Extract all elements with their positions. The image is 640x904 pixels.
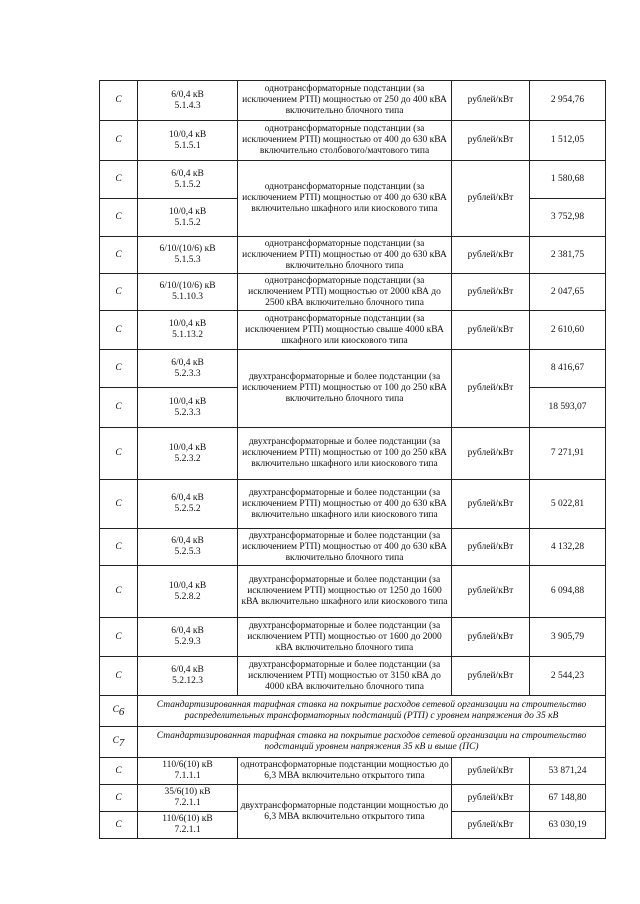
code: 7.2.1.1	[174, 825, 201, 835]
symbol-letter: C	[112, 704, 119, 715]
tariff-symbol-c7	[100, 727, 138, 758]
voltage: 10/0,4 кВ	[168, 442, 207, 453]
tariff-symbol: C	[100, 529, 138, 566]
tariff-table	[99, 80, 606, 839]
voltage-code-cell	[138, 274, 238, 311]
unit: рублей/кВт	[452, 785, 530, 812]
voltage: 6/10/(10/6) кВ	[159, 281, 216, 291]
code: 7.2.1.1	[174, 798, 201, 808]
section-caption: Стандартизированная тарифная ставка на покрытие расходов сетевой организации на строительство распределительных трансформаторных подстанций (РТП) с уровнем напряжения до 35 кВ	[138, 696, 606, 727]
rate-value: 2 381,75	[530, 237, 606, 274]
unit: рублей/кВт	[452, 758, 530, 785]
tariff-symbol: C	[100, 199, 138, 237]
voltage: 110/6(10) кВ	[162, 814, 213, 824]
unit: рублей/кВт	[452, 121, 530, 161]
rate-value: 63 030,19	[530, 812, 606, 839]
description: однотрансформаторные подстанции (за исключением РТП) мощностью от 400 до 630 кВА включительно блочного типа	[238, 237, 452, 274]
table-row	[100, 237, 606, 274]
tariff-symbol: C	[100, 274, 138, 311]
rate-value: 2 047,65	[530, 274, 606, 311]
voltage-code-cell	[138, 81, 238, 121]
table-row	[100, 81, 606, 121]
voltage-code-cell	[138, 785, 238, 812]
code: 5.2.9.3	[174, 637, 201, 647]
rate-value: 3 752,98	[530, 199, 606, 237]
code: 5.1.5.2	[174, 179, 201, 190]
symbol-letter: C	[112, 735, 119, 746]
section-caption: Стандартизированная тарифная ставка на покрытие расходов сетевой организации на строительство подстанций уровнем напряжения 35 кВ и выше (ПС)	[138, 727, 606, 758]
tariff-symbol: C	[100, 657, 138, 696]
unit: рублей/кВт	[452, 529, 530, 566]
voltage: 6/0,4 кВ	[171, 89, 204, 100]
table-row	[100, 311, 606, 350]
description: однотрансформаторные подстанции (за исключением РТП) мощностью от 400 до 630 кВА включительно шкафного или киоскового типа	[238, 161, 452, 237]
tariff-symbol: C	[100, 237, 138, 274]
rate-value: 4 132,28	[530, 529, 606, 566]
unit: рублей/кВт	[452, 350, 530, 428]
tariff-symbol: C	[100, 566, 138, 618]
rate-value: 2 544,23	[530, 657, 606, 696]
code: 5.2.3.2	[174, 453, 201, 464]
voltage: 10/0,4 кВ	[168, 319, 207, 329]
unit: рублей/кВт	[452, 812, 530, 839]
voltage: 35/6(10) кВ	[164, 787, 211, 797]
rate-value: 2 954,76	[530, 81, 606, 121]
unit: рублей/кВт	[452, 428, 530, 480]
unit: рублей/кВт	[452, 618, 530, 657]
tariff-symbol: C	[100, 121, 138, 161]
rate-value: 6 094,88	[530, 566, 606, 618]
rate-value: 5 022,81	[530, 480, 606, 529]
table-row	[100, 161, 606, 199]
voltage: 6/0,4 кВ	[171, 357, 204, 368]
voltage-code-cell	[138, 657, 238, 696]
voltage: 6/0,4 кВ	[171, 536, 204, 546]
table-row	[100, 428, 606, 480]
description: двухтрансформаторные и более подстанции (за исключением РТП) мощностью от 400 до 630 кВА включительно блочного типа	[238, 529, 452, 566]
tariff-symbol: C	[100, 311, 138, 350]
code: 5.2.8.2	[174, 591, 201, 602]
tariff-symbol-c6	[100, 696, 138, 727]
voltage-code-cell	[138, 199, 238, 237]
code: 5.1.10.3	[172, 292, 203, 302]
code: 5.2.3.3	[174, 368, 201, 379]
voltage-code-cell	[138, 237, 238, 274]
unit: рублей/кВт	[452, 161, 530, 237]
description: однотрансформаторные подстанции (за исключением РТП) мощностью от 250 до 400 кВА включительно блочного типа	[238, 81, 452, 121]
tariff-symbol: C	[100, 785, 138, 812]
unit: рублей/кВт	[452, 237, 530, 274]
voltage-code-cell	[138, 428, 238, 480]
description: двухтрансформаторные и более подстанции (за исключением РТП) мощностью от 100 до 250 кВА включительно шкафного или киоскового типа	[238, 428, 452, 480]
tariff-symbol: C	[100, 161, 138, 199]
table-row	[100, 121, 606, 161]
tariff-symbol: C	[100, 81, 138, 121]
tariff-symbol: C	[100, 758, 138, 785]
description: двухтрансформаторные и более подстанции (за исключением РТП) мощностью от 1250 до 1600 кВА включительно шкафного или киоскового типа	[238, 566, 452, 618]
voltage: 6/0,4 кВ	[171, 626, 204, 636]
voltage-code-cell	[138, 480, 238, 529]
tariff-symbol: C	[100, 618, 138, 657]
voltage-code-cell	[138, 311, 238, 350]
table-row	[100, 657, 606, 696]
unit: рублей/кВт	[452, 274, 530, 311]
voltage: 10/0,4 кВ	[168, 206, 207, 217]
voltage: 10/0,4 кВ	[168, 580, 207, 591]
voltage-code-cell	[138, 758, 238, 785]
rate-value: 1 512,05	[530, 121, 606, 161]
rate-value: 1 580,68	[530, 161, 606, 199]
table-row	[100, 274, 606, 311]
code: 5.2.12.3	[172, 676, 203, 686]
table-row	[100, 350, 606, 388]
tariff-symbol: C	[100, 480, 138, 529]
code: 5.1.5.3	[174, 255, 201, 265]
voltage: 10/0,4 кВ	[168, 396, 207, 407]
tariff-symbol: C	[100, 812, 138, 839]
voltage-code-cell	[138, 812, 238, 839]
code: 5.2.5.3	[174, 547, 201, 557]
table-row	[100, 758, 606, 785]
code: 5.1.5.2	[174, 217, 201, 228]
table-row	[100, 529, 606, 566]
table-row	[100, 618, 606, 657]
code: 5.2.3.3	[174, 407, 201, 418]
rate-value: 7 271,91	[530, 428, 606, 480]
table-row	[100, 785, 606, 812]
voltage-code-cell	[138, 566, 238, 618]
voltage-code-cell	[138, 388, 238, 428]
rate-value: 67 148,80	[530, 785, 606, 812]
code: 5.1.13.2	[172, 330, 203, 340]
description: двухтрансформаторные и более подстанции (за исключением РТП) мощностью от 100 до 250 кВА включительно блочного типа	[238, 350, 452, 428]
description: двухтрансформаторные подстанции мощностью до 6,3 МВА включительно открытого типа	[238, 785, 452, 839]
description: двухтрансформаторные и более подстанции (за исключением РТП) мощностью от 1600 до 2000 кВА включительно блочного типа	[238, 618, 452, 657]
tariff-symbol: C	[100, 388, 138, 428]
symbol-subscript: 7	[118, 736, 125, 749]
rate-value: 53 871,24	[530, 758, 606, 785]
tariff-symbol: C	[100, 350, 138, 388]
description: однотрансформаторные подстанции мощностью до 6,3 МВА включительно открытого типа	[238, 758, 452, 785]
voltage-code-cell	[138, 350, 238, 388]
unit: рублей/кВт	[452, 480, 530, 529]
voltage: 110/6(10) кВ	[162, 760, 213, 770]
voltage-code-cell	[138, 618, 238, 657]
voltage: 6/0,4 кВ	[171, 665, 204, 675]
table-row	[100, 480, 606, 529]
description: однотрансформаторные подстанции (за исключением РТП) мощностью свыше 4000 кВА шкафного или киоскового типа	[238, 311, 452, 350]
rate-value: 8 416,67	[530, 350, 606, 388]
description: двухтрансформаторные и более подстанции (за исключением РТП) мощностью от 3150 кВА до 4000 кВА включительно блочного типа	[238, 657, 452, 696]
voltage: 6/0,4 кВ	[171, 168, 204, 179]
unit: рублей/кВт	[452, 566, 530, 618]
section-row-c6	[100, 696, 606, 727]
table-row	[100, 566, 606, 618]
rate-value: 2 610,60	[530, 311, 606, 350]
code: 5.2.5.2	[174, 504, 201, 514]
description: однотрансформаторные подстанции (за исключением РТП) мощностью от 400 до 630 кВА включительно столбового/мачтового типа	[238, 121, 452, 161]
rate-value: 18 593,07	[530, 388, 606, 428]
voltage-code-cell	[138, 161, 238, 199]
unit: рублей/кВт	[452, 657, 530, 696]
voltage: 10/0,4 кВ	[168, 129, 207, 140]
code: 7.1.1.1	[174, 771, 201, 781]
section-row-c7	[100, 727, 606, 758]
tariff-symbol: C	[100, 428, 138, 480]
code: 5.1.4.3	[174, 100, 201, 111]
unit: рублей/кВт	[452, 81, 530, 121]
voltage-code-cell	[138, 529, 238, 566]
voltage-code-cell	[138, 121, 238, 161]
code: 5.1.5.1	[174, 140, 201, 151]
description: двухтрансформаторные и более подстанции (за исключением РТП) мощностью от 400 до 630 кВА включительно шкафного или киоскового типа	[238, 480, 452, 529]
unit: рублей/кВт	[452, 311, 530, 350]
description: однотрансформаторные подстанции (за исключением РТП) мощностью от 2000 кВА до 2500 кВА включительно блочного типа	[238, 274, 452, 311]
symbol-subscript: 6	[118, 705, 125, 718]
voltage: 6/10/(10/6) кВ	[159, 244, 216, 254]
voltage: 6/0,4 кВ	[171, 493, 204, 503]
rate-value: 3 905,79	[530, 618, 606, 657]
